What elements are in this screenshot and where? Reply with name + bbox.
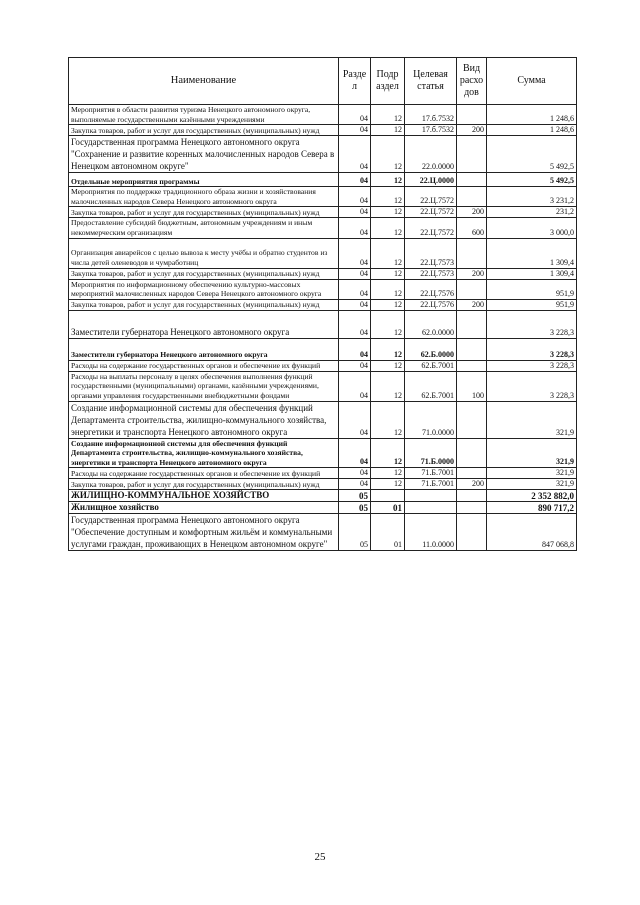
- row-name: Мероприятия в области развития туризма Ненецкого автономного округа, выполняемые государственными казёнными учреждениями: [69, 105, 339, 125]
- row-name: Расходы на выплаты персоналу в целях обеспечения выполнения функций государственными (муниципальными) органами, казёнными учреждениями, органами управления государственными внебюджетными фондами: [69, 371, 339, 401]
- row-target-article: 22.Ц.7576: [405, 279, 457, 299]
- row-razdel: 04: [339, 299, 371, 310]
- row-razdel: 04: [339, 218, 371, 238]
- row-sum: 1 309,4: [487, 238, 577, 268]
- row-razdel: 04: [339, 136, 371, 173]
- row-expense-type: 600: [457, 218, 487, 238]
- row-name: Создание информационной системы для обеспечения функций Департамента строительства, жилищно-коммунального хозяйства, энергетики и транспорта Ненецкого автономного округа: [69, 438, 339, 468]
- row-name: Закупка товаров, работ и услуг для государственных (муниципальных) нужд: [69, 299, 339, 310]
- row-razdel: 04: [339, 125, 371, 136]
- row-name: Жилищное хозяйство: [69, 502, 339, 514]
- row-name: Государственная программа Ненецкого автономного округа "Сохранение и развитие коренных малочисленных народов Севера в Ненецком автономном округе": [69, 136, 339, 173]
- row-target-article: 62.Б.7001: [405, 371, 457, 401]
- row-name: Заместители губернатора Ненецкого автономного округа: [69, 338, 339, 360]
- row-target-article: [405, 502, 457, 514]
- table-row: [69, 105, 577, 125]
- row-razdel: 04: [339, 371, 371, 401]
- row-podrazdel: 12: [371, 360, 405, 371]
- table-row: [69, 238, 577, 268]
- row-target-article: 71.Б.7001: [405, 468, 457, 479]
- row-target-article: 11.0.0000: [405, 514, 457, 551]
- row-razdel: 04: [339, 207, 371, 218]
- row-name: Предоставление субсидий бюджетным, автономным учреждениям и иным некоммерческим организациям: [69, 218, 339, 238]
- row-sum: 1 248,6: [487, 105, 577, 125]
- row-podrazdel: [371, 490, 405, 502]
- row-sum: 3 228,3: [487, 338, 577, 360]
- header-name: Наименование: [69, 58, 339, 105]
- row-razdel: 04: [339, 187, 371, 207]
- row-sum: 890 717,2: [487, 502, 577, 514]
- row-razdel: 04: [339, 310, 371, 338]
- row-podrazdel: 01: [371, 514, 405, 551]
- row-sum: 3 228,3: [487, 310, 577, 338]
- row-name: Закупка товаров, работ и услуг для государственных (муниципальных) нужд: [69, 268, 339, 279]
- row-expense-type: 200: [457, 125, 487, 136]
- header-sum: Сумма: [487, 58, 577, 105]
- row-podrazdel: 12: [371, 136, 405, 173]
- row-sum: 231,2: [487, 207, 577, 218]
- row-podrazdel: 12: [371, 299, 405, 310]
- page-number: 25: [314, 851, 326, 863]
- row-target-article: 62.Б.7001: [405, 360, 457, 371]
- table-row: [69, 479, 577, 490]
- row-podrazdel: 12: [371, 371, 405, 401]
- row-target-article: 22.Ц.0000: [405, 173, 457, 187]
- row-podrazdel: 12: [371, 125, 405, 136]
- header-podrazdel: Подр аздел: [371, 58, 405, 105]
- row-sum: 3 231,2: [487, 187, 577, 207]
- table-row: [69, 468, 577, 479]
- table-row: [69, 401, 577, 438]
- row-target-article: 22.Ц.7573: [405, 268, 457, 279]
- row-sum: 1 309,4: [487, 268, 577, 279]
- row-target-article: 22.0.0000: [405, 136, 457, 173]
- row-razdel: 04: [339, 173, 371, 187]
- row-target-article: 71.0.0000: [405, 401, 457, 438]
- row-expense-type: 200: [457, 479, 487, 490]
- row-podrazdel: 12: [371, 218, 405, 238]
- row-sum: 3 228,3: [487, 371, 577, 401]
- row-name: Заместители губернатора Ненецкого автономного округа: [69, 310, 339, 338]
- row-target-article: 22.Ц.7572: [405, 187, 457, 207]
- row-podrazdel: 12: [371, 279, 405, 299]
- row-sum: 321,9: [487, 468, 577, 479]
- row-name: ЖИЛИЩНО-КОММУНАЛЬНОЕ ХОЗЯЙСТВО: [69, 490, 339, 502]
- table-row: [69, 338, 577, 360]
- row-expense-type: [457, 490, 487, 502]
- header-target-article: Целевая статья: [405, 58, 457, 105]
- row-razdel: 04: [339, 279, 371, 299]
- budget-table: [68, 57, 577, 551]
- row-podrazdel: 12: [371, 268, 405, 279]
- table-header-row: [69, 58, 577, 105]
- row-podrazdel: 12: [371, 187, 405, 207]
- row-expense-type: [457, 468, 487, 479]
- row-podrazdel: 12: [371, 338, 405, 360]
- row-expense-type: [457, 360, 487, 371]
- row-podrazdel: 12: [371, 468, 405, 479]
- row-podrazdel: 12: [371, 479, 405, 490]
- row-sum: 5 492,5: [487, 136, 577, 173]
- row-name: Отдельные мероприятия программы: [69, 173, 339, 187]
- row-expense-type: 200: [457, 299, 487, 310]
- row-name: Расходы на содержание государственных органов и обеспечение их функций: [69, 360, 339, 371]
- row-razdel: 05: [339, 490, 371, 502]
- row-razdel: 04: [339, 468, 371, 479]
- row-target-article: 22.Ц.7572: [405, 218, 457, 238]
- table-row: [69, 218, 577, 238]
- table-row: [69, 490, 577, 502]
- row-expense-type: [457, 136, 487, 173]
- row-podrazdel: 12: [371, 438, 405, 468]
- row-expense-type: [457, 338, 487, 360]
- row-sum: 321,9: [487, 438, 577, 468]
- row-expense-type: 100: [457, 371, 487, 401]
- row-expense-type: [457, 502, 487, 514]
- row-name: Государственная программа Ненецкого автономного округа "Обеспечение доступным и комфортным жильём и коммунальными услугами граждан, проживающих в Ненецком автономном округе": [69, 514, 339, 551]
- row-razdel: 04: [339, 401, 371, 438]
- row-target-article: 17.б.7532: [405, 125, 457, 136]
- row-target-article: 62.Б.0000: [405, 338, 457, 360]
- row-expense-type: [457, 238, 487, 268]
- table-row: [69, 310, 577, 338]
- table-row: [69, 299, 577, 310]
- row-razdel: 04: [339, 238, 371, 268]
- row-expense-type: 200: [457, 268, 487, 279]
- table-row: [69, 514, 577, 551]
- row-razdel: 04: [339, 105, 371, 125]
- row-target-article: 22.Ц.7573: [405, 238, 457, 268]
- row-name: Организация авиарейсов с целью вывоза к месту учёбы и обратно студентов из числа детей оленеводов и чумработниц: [69, 238, 339, 268]
- table-row: [69, 187, 577, 207]
- row-podrazdel: 12: [371, 105, 405, 125]
- table-row: [69, 207, 577, 218]
- row-expense-type: [457, 173, 487, 187]
- row-razdel: 04: [339, 438, 371, 468]
- row-podrazdel: 12: [371, 401, 405, 438]
- row-name: Расходы на содержание государственных органов и обеспечение их функций: [69, 468, 339, 479]
- row-sum: 321,9: [487, 401, 577, 438]
- row-target-article: [405, 490, 457, 502]
- budget-table-sheet: [68, 57, 576, 551]
- table-row: [69, 268, 577, 279]
- row-target-article: 22.Ц.7572: [405, 207, 457, 218]
- row-sum: 5 492,5: [487, 173, 577, 187]
- table-row: [69, 136, 577, 173]
- row-name: Создание информационной системы для обеспечения функций Департамента строительства, жилищно-коммунального хозяйства, энергетики и транспорта Ненецкого автономного округа: [69, 401, 339, 438]
- row-name: Мероприятия по поддержке традиционного образа жизни и хозяйствования малочисленных народов Севера Ненецкого автономного округа: [69, 187, 339, 207]
- row-expense-type: 200: [457, 207, 487, 218]
- row-podrazdel: 12: [371, 207, 405, 218]
- row-razdel: 05: [339, 502, 371, 514]
- row-expense-type: [457, 514, 487, 551]
- table-row: [69, 502, 577, 514]
- row-sum: 3 228,3: [487, 360, 577, 371]
- row-razdel: 04: [339, 338, 371, 360]
- row-podrazdel: 01: [371, 502, 405, 514]
- table-row: [69, 279, 577, 299]
- row-razdel: 04: [339, 360, 371, 371]
- row-razdel: 04: [339, 268, 371, 279]
- row-target-article: 71.Б.0000: [405, 438, 457, 468]
- row-sum: 951,9: [487, 299, 577, 310]
- table-row: [69, 371, 577, 401]
- row-razdel: 05: [339, 514, 371, 551]
- row-name: Мероприятия по информационному обеспечению культурно-массовых мероприятий малочисленных народов Севера Ненецкого автономного округа: [69, 279, 339, 299]
- row-expense-type: [457, 401, 487, 438]
- row-podrazdel: 12: [371, 310, 405, 338]
- row-name: Закупка товаров, работ и услуг для государственных (муниципальных) нужд: [69, 207, 339, 218]
- table-row: [69, 125, 577, 136]
- row-expense-type: [457, 187, 487, 207]
- table-row: [69, 438, 577, 468]
- row-sum: 3 000,0: [487, 218, 577, 238]
- row-name: Закупка товаров, работ и услуг для государственных (муниципальных) нужд: [69, 479, 339, 490]
- table-row: [69, 360, 577, 371]
- row-expense-type: [457, 279, 487, 299]
- row-podrazdel: 12: [371, 238, 405, 268]
- table-row: [69, 173, 577, 187]
- row-sum: 2 352 882,0: [487, 490, 577, 502]
- row-razdel: 04: [339, 479, 371, 490]
- header-expense-type: Вид расхо дов: [457, 58, 487, 105]
- row-target-article: 71.Б.7001: [405, 479, 457, 490]
- row-sum: 951,9: [487, 279, 577, 299]
- row-name: Закупка товаров, работ и услуг для государственных (муниципальных) нужд: [69, 125, 339, 136]
- header-razdel: Разде л: [339, 58, 371, 105]
- row-expense-type: [457, 310, 487, 338]
- row-podrazdel: 12: [371, 173, 405, 187]
- row-sum: 847 068,8: [487, 514, 577, 551]
- row-target-article: 22.Ц.7576: [405, 299, 457, 310]
- row-sum: 1 248,6: [487, 125, 577, 136]
- row-sum: 321,9: [487, 479, 577, 490]
- row-target-article: 17.б.7532: [405, 105, 457, 125]
- row-target-article: 62.0.0000: [405, 310, 457, 338]
- row-expense-type: [457, 438, 487, 468]
- row-expense-type: [457, 105, 487, 125]
